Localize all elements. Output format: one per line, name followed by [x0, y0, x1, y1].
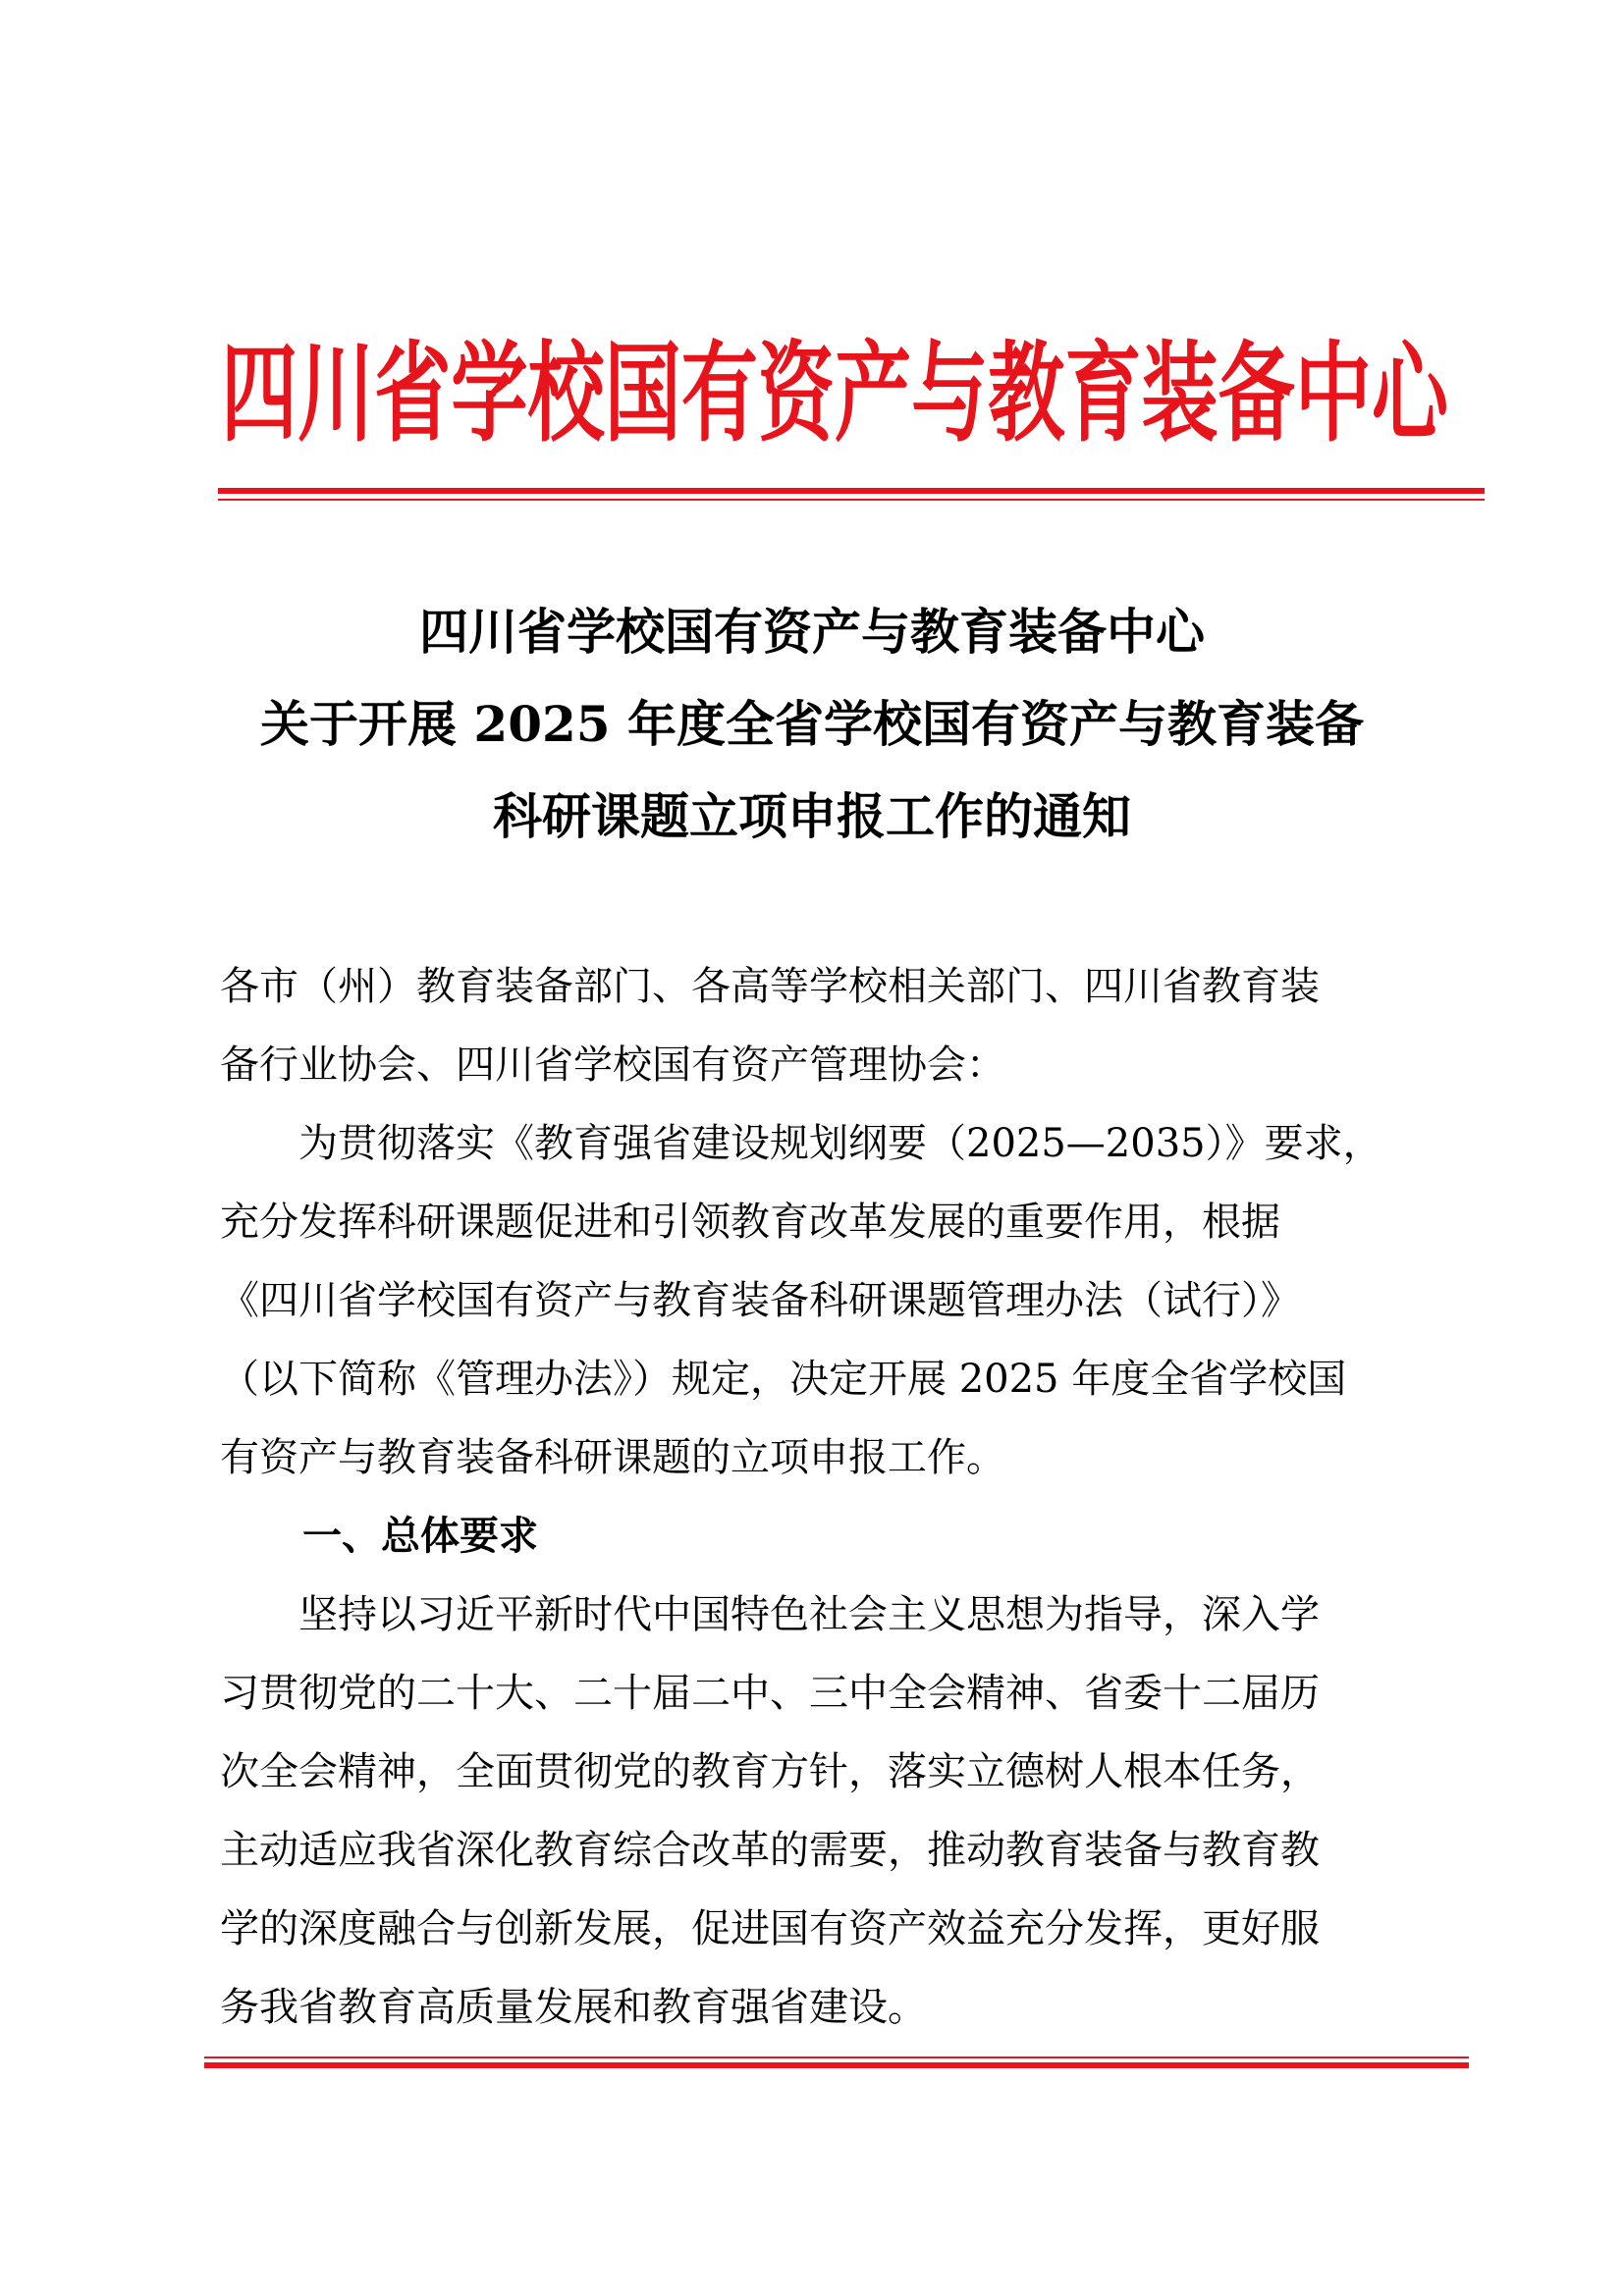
paragraph-2-line-1: 坚持以习近平新时代中国特色社会主义思想为指导，深入学	[220, 1592, 1320, 1637]
bottom-rule-thin	[204, 2056, 1469, 2058]
paragraph-1-line-4: （以下简称《管理办法》）规定，决定开展 2025 年度全省学校国	[220, 1357, 1347, 1402]
paragraph-2-line-6: 务我省教育高质量发展和教育强省建设。	[220, 1985, 927, 2030]
top-rule-thin	[218, 499, 1485, 501]
top-rule-thick	[218, 488, 1485, 494]
paragraph-2-line-2: 习贯彻党的二十大、二十届二中、三中全会精神、省委十二届历	[220, 1671, 1320, 1716]
document-title-line-2: 关于开展 2025 年度全省学校国有资产与教育装备	[260, 695, 1364, 753]
document-title-line-3: 科研课题立项申报工作的通知	[493, 787, 1131, 845]
recipients-line-1: 各市（州）教育装备部门、各高等学校相关部门、四川省教育装	[220, 964, 1320, 1009]
bottom-rule-thick	[204, 2062, 1469, 2068]
letterhead-text: 四川省学校国有资产与教育装备中心	[220, 330, 1451, 457]
paragraph-2-line-5: 学的深度融合与创新发展，促进国有资产效益充分发挥，更好服	[220, 1906, 1320, 1951]
paragraph-1-line-1: 为贯彻落实《教育强省建设规划纲要（2025—2035）》要求，	[220, 1121, 1382, 1166]
paragraph-2-line-3: 次全会精神，全面贯彻党的教育方针，落实立德树人根本任务，	[220, 1749, 1320, 1794]
paragraph-2-line-4: 主动适应我省深化教育综合改革的需要，推动教育装备与教育教	[220, 1828, 1320, 1873]
section-1-heading: 一、总体要求	[302, 1514, 538, 1559]
paragraph-1-line-5: 有资产与教育装备科研课题的立项申报工作。	[220, 1435, 1005, 1480]
paragraph-1-line-2: 充分发挥科研课题促进和引领教育改革发展的重要作用，根据	[220, 1200, 1280, 1245]
letterhead-org-name	[196, 294, 1473, 461]
document-title-line-1: 四川省学校国有资产与教育装备中心	[419, 603, 1205, 661]
paragraph-1-line-3: 《四川省学校国有资产与教育装备科研课题管理办法（试行）》	[220, 1278, 1300, 1323]
recipients-line-2: 备行业协会、四川省学校国有资产管理协会：	[220, 1042, 1005, 1088]
